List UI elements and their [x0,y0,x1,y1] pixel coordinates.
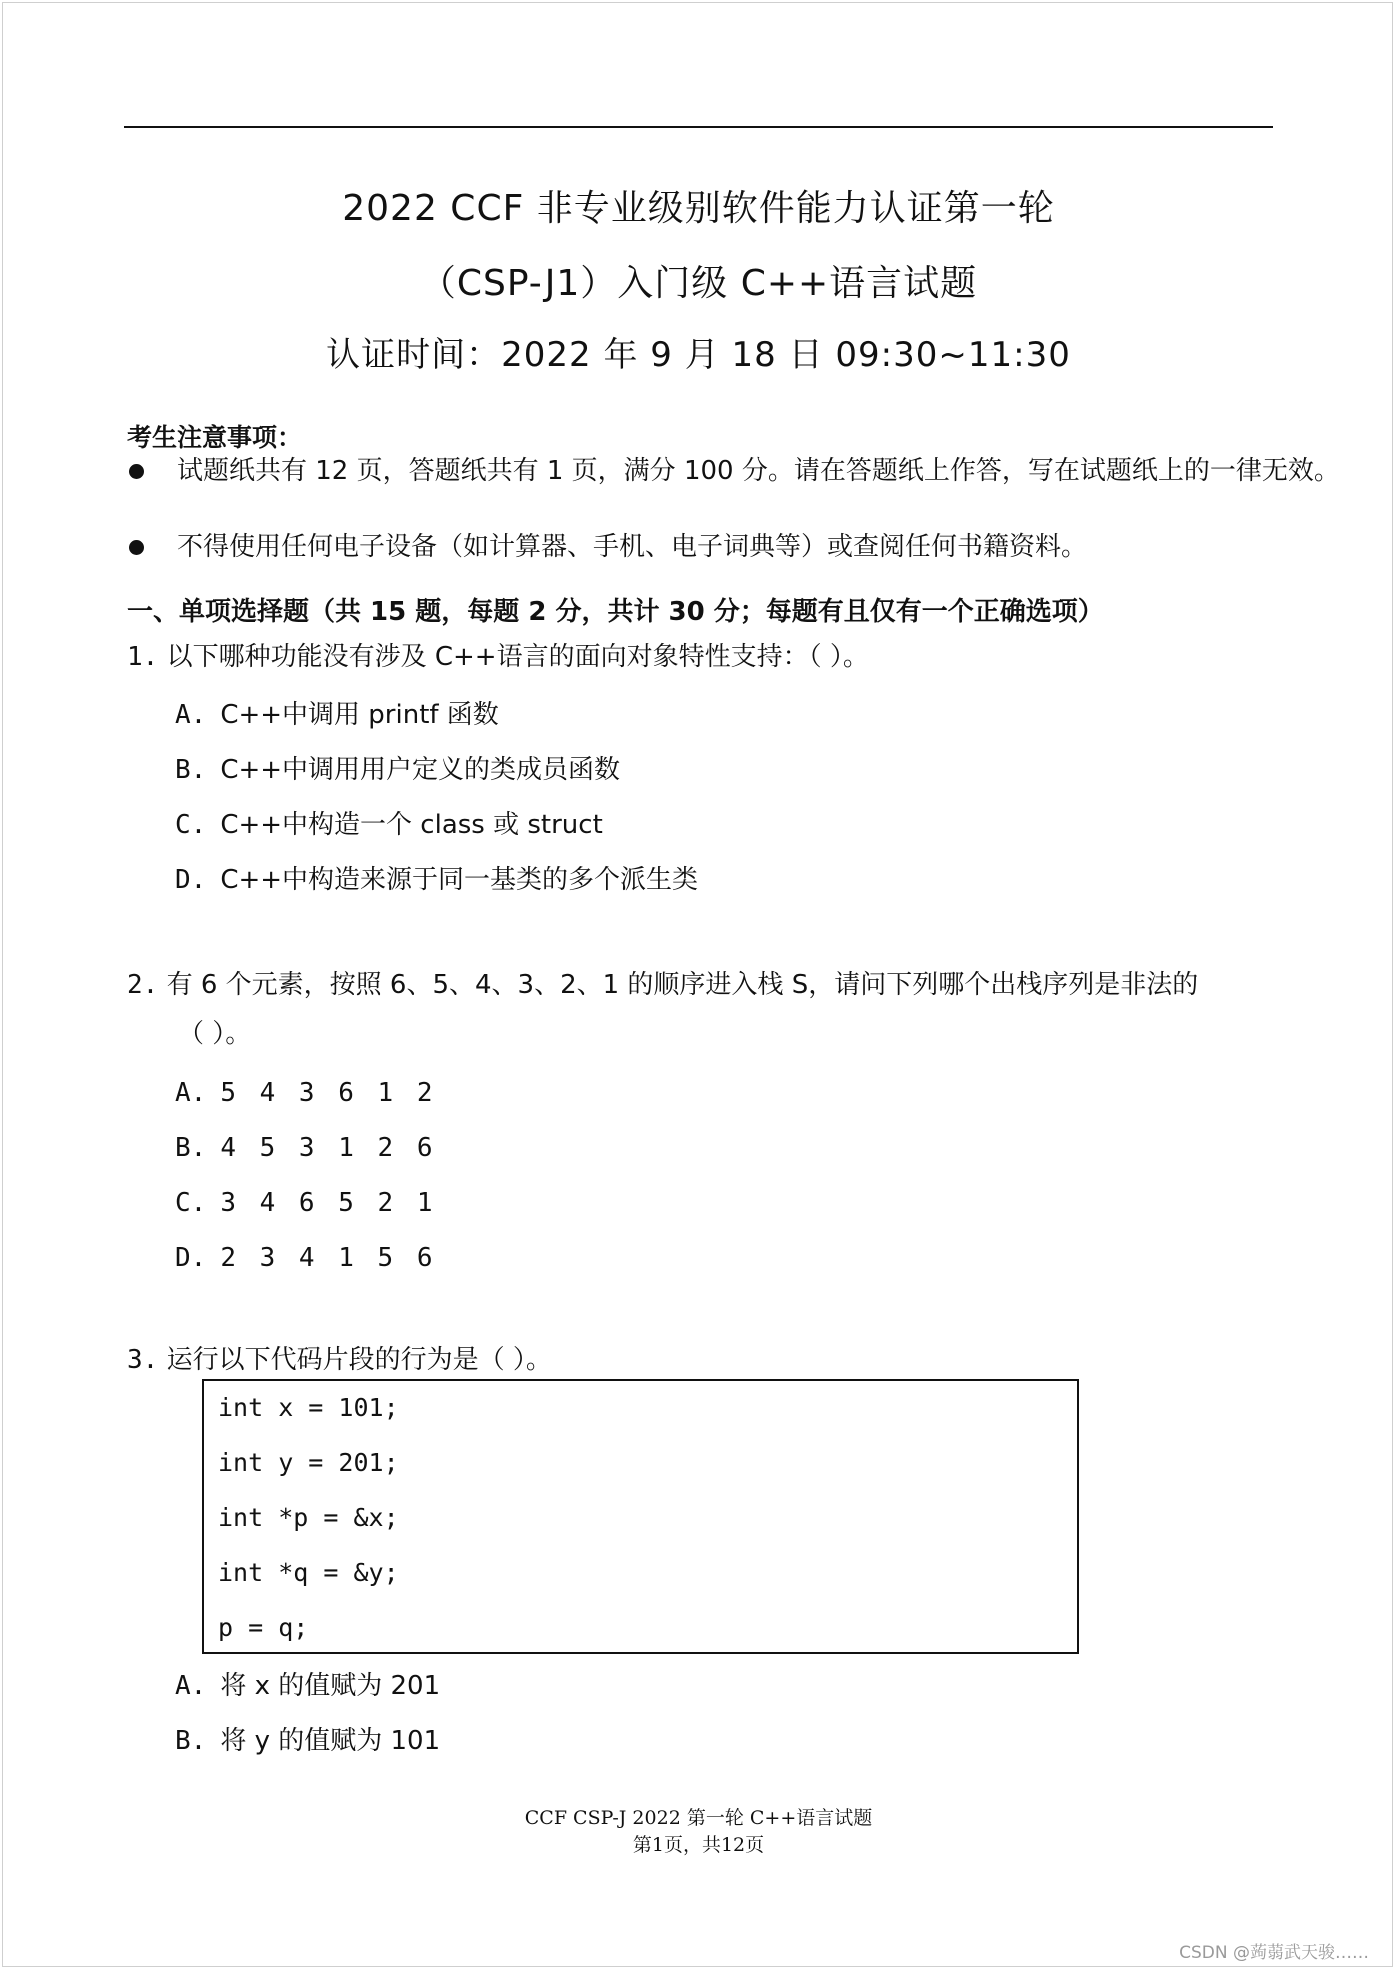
question-number: 1. [127,642,159,672]
option-1c [175,804,603,841]
header-rule [124,126,1273,128]
question-text: 有 6 个元素，按照 6、5、4、3、2、1 的顺序进入栈 S，请问下列哪个出栈序列是非法的 [166,970,1199,1000]
option-letter: C. [175,810,207,840]
option-letter: B. [175,1133,207,1163]
notice-item-text: 试题纸共有 12 页，答题纸共有 1 页，满分 100 分。请在答题纸上作答，写在试题纸上的一律无效。 [177,456,1340,486]
option-text: 4 5 3 1 2 6 [220,1133,437,1163]
watermark: CSDN @蒟蒻武天骏…… [1179,1943,1369,1963]
question-text: 运行以下代码片段的行为是（ ）。 [166,1345,552,1375]
option-1d [175,859,698,896]
option-letter: A. [175,1078,207,1108]
option-1a [175,694,499,731]
exam-title: 2022 CCF 非专业级别软件能力认证第一轮 [342,188,1055,229]
code-line: int x = 101; [218,1393,399,1422]
footer-title: CCF CSP-J 2022 第一轮 C++语言试题 [524,1807,873,1829]
option-letter: B. [175,755,207,785]
option-text: C++中调用用户定义的类成员函数 [220,755,621,785]
code-block [202,1379,1079,1654]
option-2b [175,1133,437,1163]
option-text: C++中调用 printf 函数 [220,700,499,730]
code-line: int *q = &y; [218,1558,399,1587]
code-line: p = q; [218,1613,309,1642]
exam-subtitle: （CSP-J1）入门级 C++语言试题 [419,263,978,304]
footer-page-number: 第1页，共12页 [632,1834,765,1856]
option-letter: A. [175,1671,207,1701]
option-text: C++中构造一个 class 或 struct [220,810,603,840]
option-letter: D. [175,1243,207,1273]
option-text: 5 4 3 6 1 2 [220,1078,437,1108]
question-2 [127,958,1277,1012]
option-text: 将 y 的值赋为 101 [220,1726,441,1756]
section-heading: 一、单项选择题（共 15 题，每题 2 分，共计 30 分；每题有且仅有一个正确选项） [127,597,1104,627]
exam-time: 认证时间：2022 年 9 月 18 日 09:30~11:30 [326,335,1071,375]
question-number: 3. [127,1345,159,1375]
option-letter: A. [175,700,207,730]
option-3a [175,1665,440,1702]
notice-heading: 考生注意事项： [127,423,303,452]
option-letter: D. [175,865,207,895]
bullet-icon [129,464,144,479]
question-text-continued: （ ）。 [178,1019,252,1049]
code-line: int *p = &x; [218,1503,399,1532]
option-letter: B. [175,1726,207,1756]
option-text: 2 3 4 1 5 6 [220,1243,437,1273]
question-1 [127,630,869,684]
notice-item [127,528,1397,566]
option-text: 3 4 6 5 2 1 [220,1188,437,1218]
option-text: 将 x 的值赋为 201 [220,1671,441,1701]
code-line: int y = 201; [218,1448,399,1477]
notice-item [127,452,1397,490]
question-number: 2. [127,970,159,1000]
notice-item-text: 不得使用任何电子设备（如计算器、手机、电子词典等）或查阅任何书籍资料。 [177,532,1088,562]
option-2d [175,1243,437,1273]
option-2a [175,1078,437,1108]
option-letter: C. [175,1188,207,1218]
option-text: C++中构造来源于同一基类的多个派生类 [220,865,699,895]
question-text: 以下哪种功能没有涉及 C++语言的面向对象特性支持：（ ）。 [166,642,869,672]
option-3b [175,1720,440,1757]
option-1b [175,749,620,786]
bullet-icon [129,540,144,555]
option-2c [175,1188,437,1218]
